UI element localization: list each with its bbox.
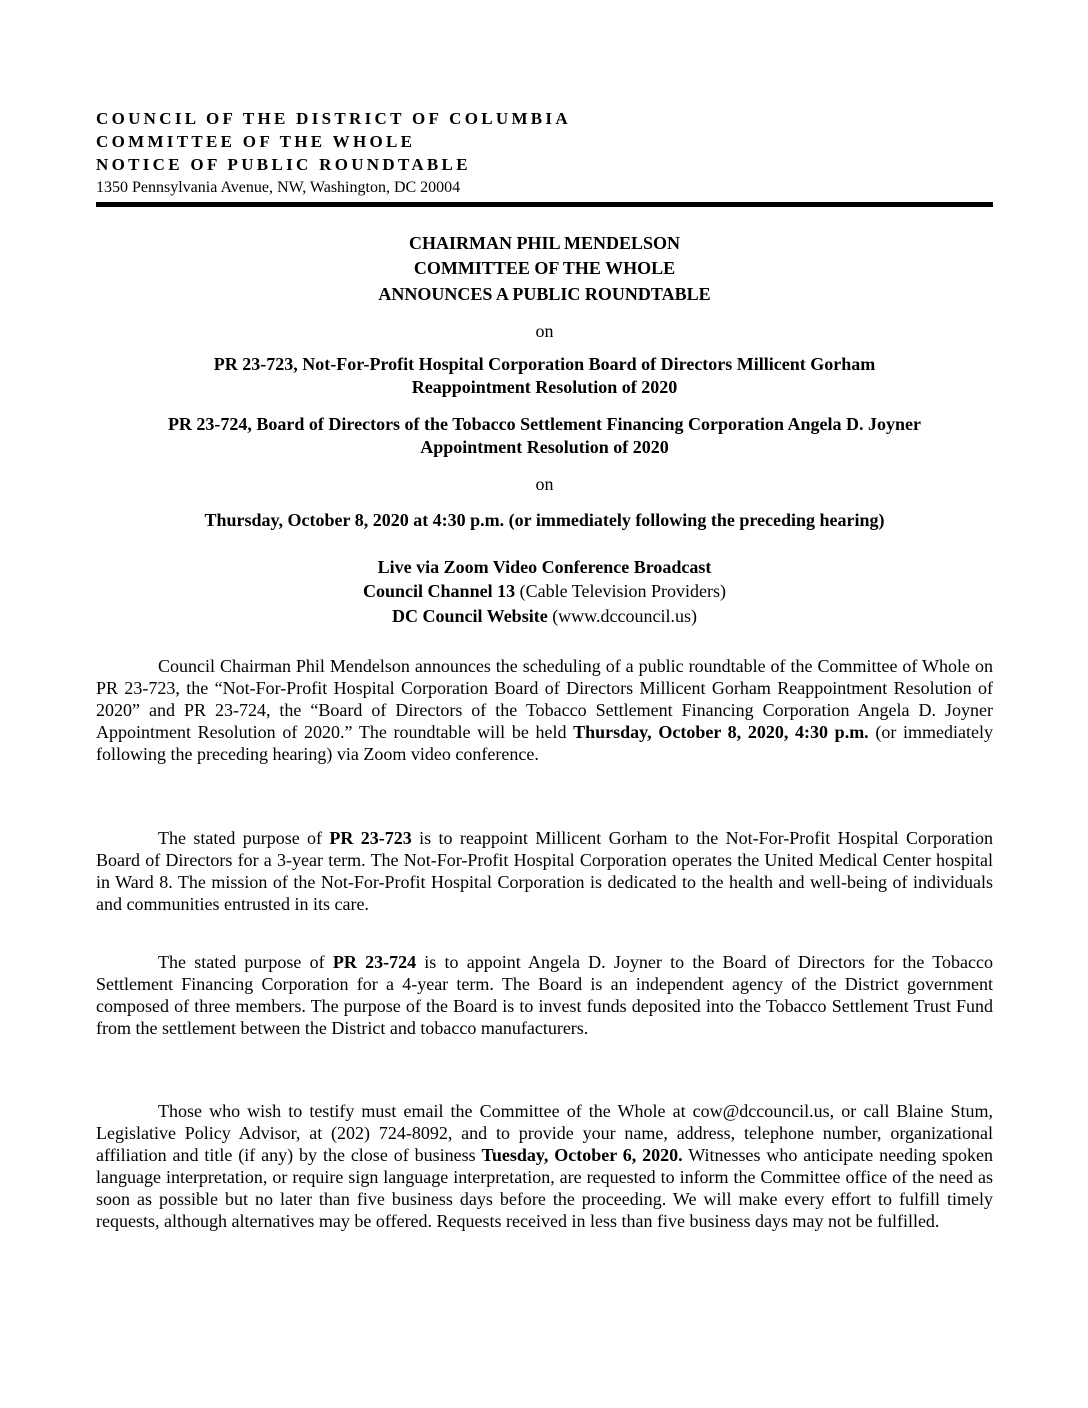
paragraph-testimony	[96, 1100, 993, 1232]
announcement-chairman: CHAIRMAN PHIL MENDELSON	[408, 233, 681, 253]
broadcast-website	[96, 605, 993, 627]
paragraph-pr-23-723-text: is to reappoint Millicent Gorham to the Not-For-Profit Hospital Corporation Board of Directors for a 3-year term. The Not-For-Profit Hospital Corporation operates the United Medical Center hospital in Ward 8. The mission of the Not-For-Profit Hospital Corporation is dedicated to the health and well-being of individuals and communities entrusted in its care.	[96, 828, 993, 914]
announcement-on-1: on	[535, 321, 554, 341]
letterhead-committee: COMMITTEE OF THE WHOLE	[96, 132, 416, 151]
broadcast-channel	[96, 580, 993, 602]
item-pr-23-724-line1: PR 23-724, Board of Directors of the Tobacco Settlement Financing Corporation Angela D. Joyner	[167, 414, 922, 434]
broadcast-channel-note: (Cable Television Providers)	[515, 581, 726, 601]
item-pr-23-724-line2: Appointment Resolution of 2020	[420, 437, 669, 457]
paragraph-pr-23-724-lead: The stated purpose of	[158, 952, 333, 972]
letterhead-notice-type: NOTICE OF PUBLIC ROUNDTABLE	[96, 155, 471, 174]
announcement-heading: ANNOUNCES A PUBLIC ROUNDTABLE	[378, 284, 711, 304]
hearing-date: Thursday, October 8, 2020 at 4:30 p.m. (or immediately following the preceding hearing)	[204, 510, 885, 530]
paragraph-announcement-text-end: (or immediately following the preceding hearing) via Zoom video conference.	[96, 722, 993, 764]
letterhead-address: 1350 Pennsylvania Avenue, NW, Washington, DC 20004	[96, 179, 461, 196]
paragraph-pr-23-724-text: is to appoint Angela D. Joyner to the Board of Directors for the Tobacco Settlement Financing Corporation for a 4-year term. The Board is an independent agency of the District government composed of three members. The purpose of the Board is to invest funds deposited into the Tobacco Settlement Trust Fund from the settlement between the District and tobacco manufacturers.	[96, 952, 993, 1038]
paragraph-pr-23-723-lead: The stated purpose of	[158, 828, 330, 848]
paragraph-pr-23-724	[96, 951, 993, 1039]
paragraph-pr-23-723	[96, 827, 993, 915]
item-pr-23-723-line2: Reappointment Resolution of 2020	[411, 377, 678, 397]
letterhead	[96, 107, 993, 199]
paragraph-testimony-text: Those who wish to testify must email the Committee of the Whole at cow@dccouncil.us, or call Blaine Stum, Legislative Policy Advisor, at (202) 724-8092, and to provide your name, address, telephone number, organizational affiliation and title (if any) by the close of business	[96, 1101, 993, 1165]
paragraph-announcement	[96, 655, 993, 765]
broadcast-channel-name: Council Channel 13	[363, 581, 516, 601]
paragraph-announcement-date: Thursday, October 8, 2020, 4:30 p.m.	[573, 722, 869, 742]
letterhead-divider	[96, 202, 993, 207]
paragraph-testimony-deadline: Tuesday, October 6, 2020.	[481, 1145, 683, 1165]
broadcast-website-url: (www.dccouncil.us)	[547, 606, 697, 626]
paragraph-testimony-text-end: Witnesses who anticipate needing spoken language interpretation, or require sign language interpretation, are requested to inform the Committee office of the need as soon as possible but no later than five business days before the proceeding. We will make every effort to fulfill timely requests, although alternatives may be offered. Requests received in less than five business days may not be fulfilled.	[96, 1145, 994, 1231]
item-pr-23-723-line1: PR 23-723, Not-For-Profit Hospital Corporation Board of Directors Millicent Gorham	[213, 354, 876, 374]
broadcast-zoom: Live via Zoom Video Conference Broadcast	[377, 557, 712, 577]
paragraph-pr-23-724-number: PR 23-724	[332, 952, 417, 972]
paragraph-announcement-text: Council Chairman Phil Mendelson announces the scheduling of a public roundtable of the Committee of Whole on PR 23-723, the “Not-For-Profit Hospital Corporation Board of Directors Millicent Gorham Reappointment Resolution of 2020” and PR 23-724, the “Board of Directors of the Tobacco Settlement Financing Corporation Angela D. Joyner Appointment Resolution of 2020.” The roundtable will be held	[96, 656, 993, 742]
announcement-committee: COMMITTEE OF THE WHOLE	[413, 258, 676, 278]
letterhead-council: COUNCIL OF THE DISTRICT OF COLUMBIA	[96, 109, 571, 128]
announcement-on-2: on	[535, 474, 554, 494]
broadcast-website-name: DC Council Website	[392, 606, 548, 626]
paragraph-pr-23-723-number: PR 23-723	[329, 828, 412, 848]
